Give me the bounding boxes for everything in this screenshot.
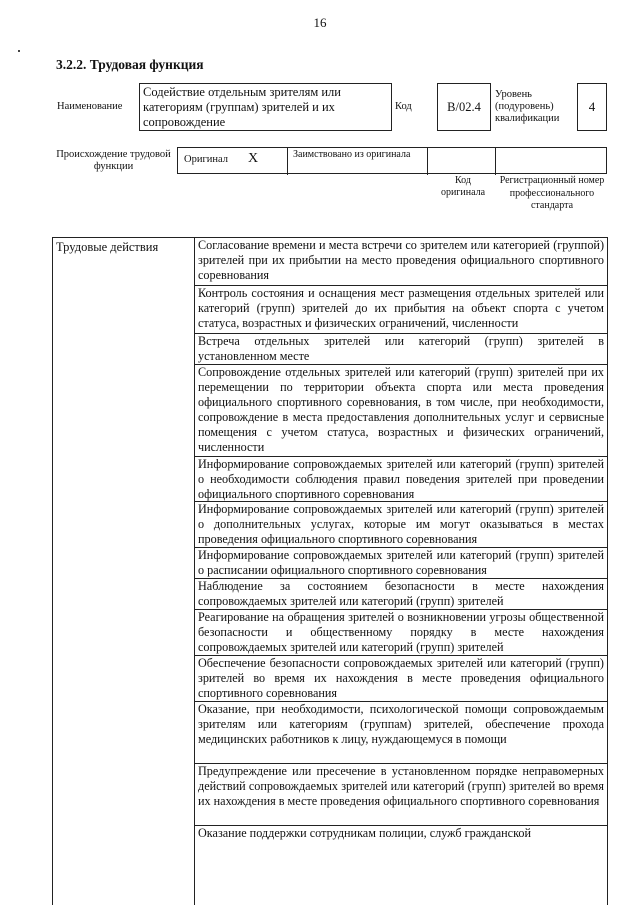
action-cell: Реагирование на обращения зрителей о возникновении угрозы общественной безопасности и общественному порядку в месте нахождения сопровождаемых зрителей или категорий (групп) зрителей bbox=[195, 610, 607, 656]
action-cell: Встреча отдельных зрителей или категорий (групп) зрителей в установленном месте bbox=[195, 334, 607, 365]
labor-actions-table bbox=[52, 237, 608, 905]
section-title: 3.2.2. Трудовая функция bbox=[56, 57, 204, 72]
page-number: 16 bbox=[313, 15, 327, 30]
code-value-box: В/02.4 bbox=[437, 83, 491, 131]
function-name-box: Содействие отдельным зрителям или категориям (группам) зрителей и их сопровождение bbox=[139, 83, 392, 131]
action-cell: Информирование сопровождаемых зрителей или категорий (групп) зрителей о дополнительных услугах, которые им могут оказываться в местах проведения официального спортивного соревнования bbox=[195, 502, 607, 548]
level-value-box: 4 bbox=[577, 83, 607, 131]
action-cell: Контроль состояния и оснащения мест размещения отдельных зрителей или категорий (групп) зрителей до их прибытия на объект спорта с учетом статуса, возрастных и физических ограничений, численности bbox=[195, 286, 607, 334]
origin-borrowed-cell bbox=[288, 148, 428, 175]
original-mark: X bbox=[248, 151, 259, 166]
action-cell: Согласование времени и места встречи со зрителем или категорией (группой) зрителей при их прибытии на место проведения официального спортивного соревнования bbox=[195, 238, 607, 286]
reg-number-label: Регистрационный номер профессионального стандарта bbox=[499, 175, 605, 211]
action-cell: Предупреждение или пресечение в установленном порядке неправомерных действий сопровождаемых зрителей или категорий (групп) зрителей во время их нахождения в месте проведения официального спортивного соревнования bbox=[195, 764, 607, 826]
code-original-label: Код оригинала bbox=[440, 175, 486, 198]
row-label: Трудовые действия bbox=[53, 238, 195, 905]
level-label: Уровень (подуровень) квалификации bbox=[495, 89, 560, 124]
origin-label: Происхождение трудовой функции bbox=[56, 149, 171, 172]
action-cell: Обеспечение безопасности сопровождаемых зрителей или категорий (групп) зрителей во время их нахождения в месте проведения официального спортивного соревнования bbox=[195, 656, 607, 702]
origin-reg-cell bbox=[496, 148, 608, 175]
action-cell: Информирование сопровождаемых зрителей или категорий (групп) зрителей о необходимости соблюдения правил поведения зрителей при проведении официального спортивного соревнования bbox=[195, 457, 607, 502]
original-label: Оригинал bbox=[184, 154, 228, 165]
action-cell: Наблюдение за состоянием безопасности в месте нахождения сопровождаемых зрителей или категорий (групп) зрителей bbox=[195, 579, 607, 610]
origin-original-cell bbox=[178, 148, 288, 175]
borrowed-label: Заимствовано из оригинала bbox=[293, 149, 411, 160]
name-label: Наименование bbox=[57, 101, 123, 112]
origin-row bbox=[177, 147, 607, 174]
action-cell: Сопровождение отдельных зрителей или категорий (групп) зрителей при их перемещении по территории объекта спорта или места проведения официального спортивного соревнования, в том числе, при необходимости, сопровождение в места предоставления дополнительных услуг и сервисные помещения с учетом статуса, возрастных и физических ограничений, численности bbox=[195, 365, 607, 457]
action-cell: Информирование сопровождаемых зрителей или категорий (групп) зрителей о расписании официального спортивного соревнования bbox=[195, 548, 607, 579]
code-label: Код bbox=[395, 101, 412, 112]
scan-dot bbox=[18, 50, 20, 52]
action-cell: Оказание, при необходимости, психологической помощи сопровождаемым зрителям или категориям (группам) зрителей, обеспечение прохода медицинских работников к лицу, нуждающемуся в помощи bbox=[195, 702, 607, 764]
actions-list bbox=[195, 238, 607, 856]
action-cell: Оказание поддержки сотрудникам полиции, служб гражданской bbox=[198, 826, 532, 840]
origin-code-cell bbox=[428, 148, 496, 175]
